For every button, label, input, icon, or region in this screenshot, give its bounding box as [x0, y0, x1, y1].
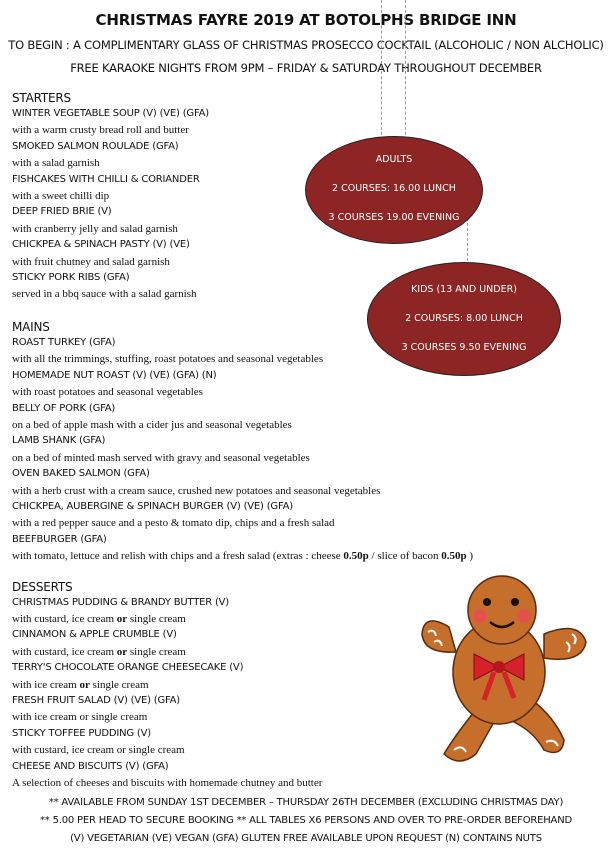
main-name: HOMEMADE NUT ROAST (V) (VE) (GFA) (N) — [12, 369, 217, 381]
main-name: CHICKPEA, AUBERGINE & SPINACH BURGER (V) (VE) (GFA) — [12, 500, 293, 512]
kids-label: KIDS (13 AND UNDER) — [411, 284, 517, 295]
starter-name: FISHCAKES WITH CHILLI & CORIANDER — [12, 173, 200, 185]
starter-desc: served in a bbq sauce with a salad garnish — [12, 288, 197, 301]
main-name: ROAST TURKEY (GFA) — [12, 336, 116, 348]
cheese-price: 0.50p — [343, 550, 369, 563]
intro-line-1: TO BEGIN : A COMPLIMENTARY GLASS OF CHRISTMAS PROSECCO COCKTAIL (ALCOHOLIC / NON ALCHOLIC) — [8, 38, 604, 52]
desserts-heading: DESSERTS — [12, 579, 73, 594]
starter-name: WINTER VEGETABLE SOUP (V) (VE) (GFA) — [12, 108, 209, 119]
footer-key: (V) VEGETARIAN (VE) VEGAN (GFA) GLUTEN FREE AVAILABLE UPON REQUEST (N) CONTAINS NUTS — [70, 833, 542, 844]
kids-evening-price: 3 COURSES 9.50 EVENING — [401, 342, 527, 353]
dessert-name: TERRY'S CHOCOLATE ORANGE CHEESECAKE (V) — [12, 662, 244, 674]
starter-desc: with fruit chutney and salad garnish — [12, 255, 170, 268]
intro-line-2: FREE KARAOKE NIGHTS FROM 9PM – FRIDAY & SATURDAY THROUGHOUT DECEMBER — [70, 61, 542, 75]
adults-evening-price: 3 COURSES 19.00 EVENING — [328, 212, 460, 223]
dessert-desc: with custard, ice cream or single cream — [12, 744, 185, 757]
dessert-name: CHRISTMAS PUDDING & BRANDY BUTTER (V) — [12, 596, 230, 608]
beefburger-desc-end: ) — [466, 550, 473, 563]
gingerbread-man-icon — [414, 572, 600, 772]
main-name: BEEFBURGER (GFA) — [12, 533, 107, 545]
dessert-name: CHEESE AND BISCUITS (V) (GFA) — [12, 760, 169, 772]
main-desc: with all the trimmings, stuffing, roast potatoes and seasonal vegetables — [12, 353, 324, 366]
starters-heading: STARTERS — [12, 91, 71, 105]
main-name: LAMB SHANK (GFA) — [12, 435, 106, 447]
starter-name: SMOKED SALMON ROULADE (GFA) — [12, 140, 179, 152]
main-desc — [12, 548, 532, 564]
beefburger-desc-mid: / slice of bacon — [368, 550, 442, 563]
main-name: BELLY OF PORK (GFA) — [12, 402, 116, 414]
main-desc: with a herb crust with a cream sauce, crushed new potatoes and seasonal vegetables — [12, 484, 381, 497]
dessert-desc-text: single cream — [89, 678, 149, 691]
adults-label: ADULTS — [375, 154, 413, 165]
dessert-name: CINNAMON & APPLE CRUMBLE (V) — [12, 629, 177, 641]
starter-name: STICKY PORK RIBS (GFA) — [12, 272, 130, 284]
menu-title: CHRISTMAS FAYRE 2019 AT BOTOLPHS BRIDGE INN — [95, 11, 517, 29]
starter-desc: with a salad garnish — [12, 157, 100, 170]
footer-availability: ** AVAILABLE FROM SUNDAY 1ST DECEMBER – THURSDAY 26TH DECEMBER (EXCLUDING CHRISTMAS DAY) — [48, 797, 564, 808]
adults-lunch-price: 2 COURSES: 16.00 LUNCH — [332, 183, 456, 194]
starter-desc: with cranberry jelly and salad garnish — [12, 222, 178, 235]
dessert-desc-or: or — [116, 612, 128, 625]
dessert-name: STICKY TOFFEE PUDDING (V) — [12, 727, 151, 739]
dessert-desc-or: or — [79, 678, 90, 691]
main-desc: on a bed of minted mash served with gravy and seasonal vegetables — [12, 451, 310, 464]
main-desc: with a red pepper sauce and a pesto & tomato dip, chips and a fresh salad — [12, 517, 335, 530]
dessert-desc: with ice cream or single cream — [12, 711, 148, 724]
dessert-desc-text: single cream — [127, 645, 186, 658]
dessert-desc-text: single cream — [127, 612, 186, 625]
bacon-price: 0.50p — [441, 550, 467, 563]
main-desc: on a bed of apple mash with a cider jus and seasonal vegetables — [12, 418, 292, 431]
dessert-desc-text: with custard, ice cream — [12, 612, 117, 625]
mains-heading: MAINS — [12, 319, 50, 334]
starter-desc: with a warm crusty bread roll and butter — [12, 124, 189, 137]
main-name: OVEN BAKED SALMON (GFA) — [12, 468, 150, 480]
beefburger-desc-text: with tomato, lettuce and relish with chips and a fresh salad (extras : cheese — [12, 550, 344, 563]
dessert-desc-or: or — [116, 645, 128, 658]
footer-booking: ** 5.00 PER HEAD TO SECURE BOOKING ** ALL TABLES X6 PERSONS AND OVER TO PRE-ORDER BEFOREHAND — [40, 815, 572, 826]
main-desc: with roast potatoes and seasonal vegetables — [12, 386, 203, 399]
dessert-desc-text: with custard, ice cream — [12, 645, 117, 658]
dessert-desc: A selection of cheeses and biscuits with homemade chutney and butter — [12, 777, 323, 790]
dessert-desc-text: with ice cream — [12, 678, 80, 691]
dessert-name: FRESH FRUIT SALAD (V) (VE) (GFA) — [12, 695, 181, 706]
starter-name: CHICKPEA & SPINACH PASTY (V) (VE) — [12, 239, 190, 251]
starter-desc: with a sweet chilli dip — [12, 190, 110, 203]
kids-lunch-price: 2 COURSES: 8.00 LUNCH — [405, 313, 523, 324]
starter-name: DEEP FRIED BRIE (V) — [12, 206, 112, 218]
